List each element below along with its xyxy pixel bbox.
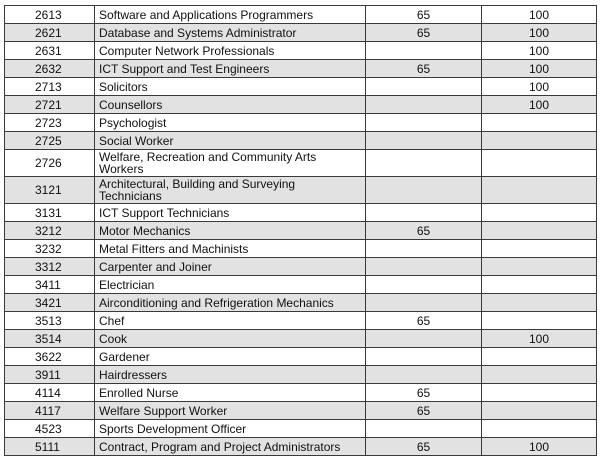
occupation-code: 3131 — [5, 204, 95, 222]
value-column-b — [482, 132, 597, 150]
value-column-b: 100 — [482, 60, 597, 78]
table-row — [5, 96, 597, 114]
occupation-title-text: Social Worker — [99, 133, 174, 148]
occupation-title-text: Psychologist — [99, 115, 167, 130]
value-column-b — [482, 276, 597, 294]
occupation-code: 2723 — [5, 114, 95, 132]
table-row — [5, 78, 597, 96]
occupation-title — [95, 96, 366, 114]
occupation-title — [95, 24, 366, 42]
table-row — [5, 276, 597, 294]
value-column-a — [366, 132, 482, 150]
occupation-code: 3513 — [5, 312, 95, 330]
value-column-b: 100 — [482, 6, 597, 24]
occupation-code: 2721 — [5, 96, 95, 114]
table-row — [5, 150, 597, 177]
occupation-code: 2631 — [5, 42, 95, 60]
table-row — [5, 6, 597, 24]
occupation-table-body — [5, 6, 597, 456]
occupation-title — [95, 204, 366, 222]
occupation-code: 3622 — [5, 348, 95, 366]
value-column-a: 65 — [366, 402, 482, 420]
occupation-title — [95, 384, 366, 402]
occupation-title — [95, 132, 366, 150]
occupation-code: 2725 — [5, 132, 95, 150]
value-column-a — [366, 42, 482, 60]
occupation-title-text: Enrolled Nurse — [99, 385, 179, 400]
value-column-a — [366, 330, 482, 348]
value-column-b — [482, 177, 597, 204]
value-column-a — [366, 258, 482, 276]
occupation-title — [95, 78, 366, 96]
value-column-b — [482, 348, 597, 366]
value-column-a — [366, 150, 482, 177]
occupation-code: 3514 — [5, 330, 95, 348]
occupation-title — [95, 366, 366, 384]
occupation-title-text: Architectural, Building and Surveying Technicians — [99, 177, 296, 203]
table-row — [5, 114, 597, 132]
occupation-code: 3411 — [5, 276, 95, 294]
value-column-b: 100 — [482, 438, 597, 456]
value-column-a — [366, 348, 482, 366]
value-column-a: 65 — [366, 312, 482, 330]
occupation-title-text: Software and Applications Programmers — [99, 7, 314, 22]
occupation-title-text: Airconditioning and Refrigeration Mechanics — [99, 295, 334, 310]
occupation-title — [95, 312, 366, 330]
value-column-a: 65 — [366, 24, 482, 42]
value-column-b — [482, 240, 597, 258]
value-column-a — [366, 204, 482, 222]
value-column-b: 100 — [482, 42, 597, 60]
table-row — [5, 366, 597, 384]
occupation-title-text: Welfare, Recreation and Community Arts Workers — [99, 150, 317, 176]
occupation-title — [95, 330, 366, 348]
occupation-title — [95, 222, 366, 240]
value-column-b — [482, 258, 597, 276]
occupation-title — [95, 60, 366, 78]
occupation-title-text: Cook — [99, 331, 128, 346]
occupation-title-text: Motor Mechanics — [99, 223, 191, 238]
value-column-a: 65 — [366, 222, 482, 240]
value-column-a — [366, 366, 482, 384]
value-column-b — [482, 366, 597, 384]
occupation-code: 3121 — [5, 177, 95, 204]
value-column-b: 100 — [482, 96, 597, 114]
value-column-b: 100 — [482, 330, 597, 348]
table-row — [5, 258, 597, 276]
occupation-code: 5111 — [5, 438, 95, 456]
occupation-title — [95, 402, 366, 420]
occupation-title — [95, 42, 366, 60]
occupation-title-text: Contract, Program and Project Administrators — [99, 439, 341, 454]
occupation-title-text: Counsellors — [99, 97, 163, 112]
value-column-a — [366, 177, 482, 204]
occupation-code: 2621 — [5, 24, 95, 42]
occupation-code: 4523 — [5, 420, 95, 438]
value-column-a — [366, 96, 482, 114]
value-column-b — [482, 294, 597, 312]
value-column-b — [482, 222, 597, 240]
value-column-a: 65 — [366, 384, 482, 402]
value-column-b — [482, 384, 597, 402]
table-row — [5, 132, 597, 150]
occupation-title — [95, 438, 366, 456]
table-row — [5, 240, 597, 258]
value-column-b: 100 — [482, 24, 597, 42]
occupation-code: 3312 — [5, 258, 95, 276]
occupation-title-text: Welfare Support Worker — [99, 403, 228, 418]
value-column-b — [482, 150, 597, 177]
occupation-title — [95, 240, 366, 258]
table-row — [5, 177, 597, 204]
table-row — [5, 222, 597, 240]
value-column-a — [366, 240, 482, 258]
occupation-code: 4117 — [5, 402, 95, 420]
occupation-title-text: Chef — [99, 313, 125, 328]
value-column-b — [482, 402, 597, 420]
occupation-table — [4, 5, 597, 456]
occupation-title-text: Carpenter and Joiner — [99, 259, 212, 274]
value-column-b — [482, 204, 597, 222]
table-row — [5, 384, 597, 402]
occupation-code: 2726 — [5, 150, 95, 177]
value-column-b — [482, 312, 597, 330]
table-row — [5, 24, 597, 42]
value-column-b — [482, 114, 597, 132]
occupation-title — [95, 6, 366, 24]
occupation-title-text: Solicitors — [99, 79, 148, 94]
table-row — [5, 42, 597, 60]
occupation-title-text: Computer Network Professionals — [99, 43, 275, 58]
value-column-a: 65 — [366, 6, 482, 24]
occupation-code: 2713 — [5, 78, 95, 96]
occupation-title-text: Database and Systems Administrator — [99, 25, 297, 40]
value-column-a — [366, 294, 482, 312]
occupation-title — [95, 177, 366, 204]
occupation-title-text: ICT Support and Test Engineers — [99, 61, 270, 76]
table-row — [5, 204, 597, 222]
table-row — [5, 348, 597, 366]
occupation-title-text: Hairdressers — [99, 367, 168, 382]
value-column-a: 65 — [366, 60, 482, 78]
occupation-title-text: Electrician — [99, 277, 155, 292]
occupation-code: 3232 — [5, 240, 95, 258]
occupation-title — [95, 276, 366, 294]
occupation-title — [95, 294, 366, 312]
occupation-title-text: ICT Support Technicians — [99, 205, 230, 220]
occupation-code: 3212 — [5, 222, 95, 240]
occupation-code: 2613 — [5, 6, 95, 24]
value-column-a — [366, 78, 482, 96]
occupation-title — [95, 114, 366, 132]
table-row — [5, 330, 597, 348]
table-row — [5, 420, 597, 438]
occupation-title — [95, 258, 366, 276]
occupation-title-text: Sports Development Officer — [99, 421, 247, 436]
table-row — [5, 60, 597, 78]
value-column-a — [366, 276, 482, 294]
occupation-code: 3911 — [5, 366, 95, 384]
value-column-b — [482, 420, 597, 438]
occupation-code: 3421 — [5, 294, 95, 312]
occupation-title — [95, 420, 366, 438]
table-row — [5, 438, 597, 456]
occupation-code: 4114 — [5, 384, 95, 402]
value-column-a — [366, 114, 482, 132]
table-row — [5, 312, 597, 330]
occupation-code: 2632 — [5, 60, 95, 78]
occupation-title — [95, 150, 366, 177]
value-column-a: 65 — [366, 438, 482, 456]
value-column-a — [366, 420, 482, 438]
occupation-title-text: Metal Fitters and Machinists — [99, 241, 249, 256]
table-row — [5, 294, 597, 312]
value-column-b: 100 — [482, 78, 597, 96]
table-row — [5, 402, 597, 420]
occupation-title — [95, 348, 366, 366]
occupation-title-text: Gardener — [99, 349, 150, 364]
